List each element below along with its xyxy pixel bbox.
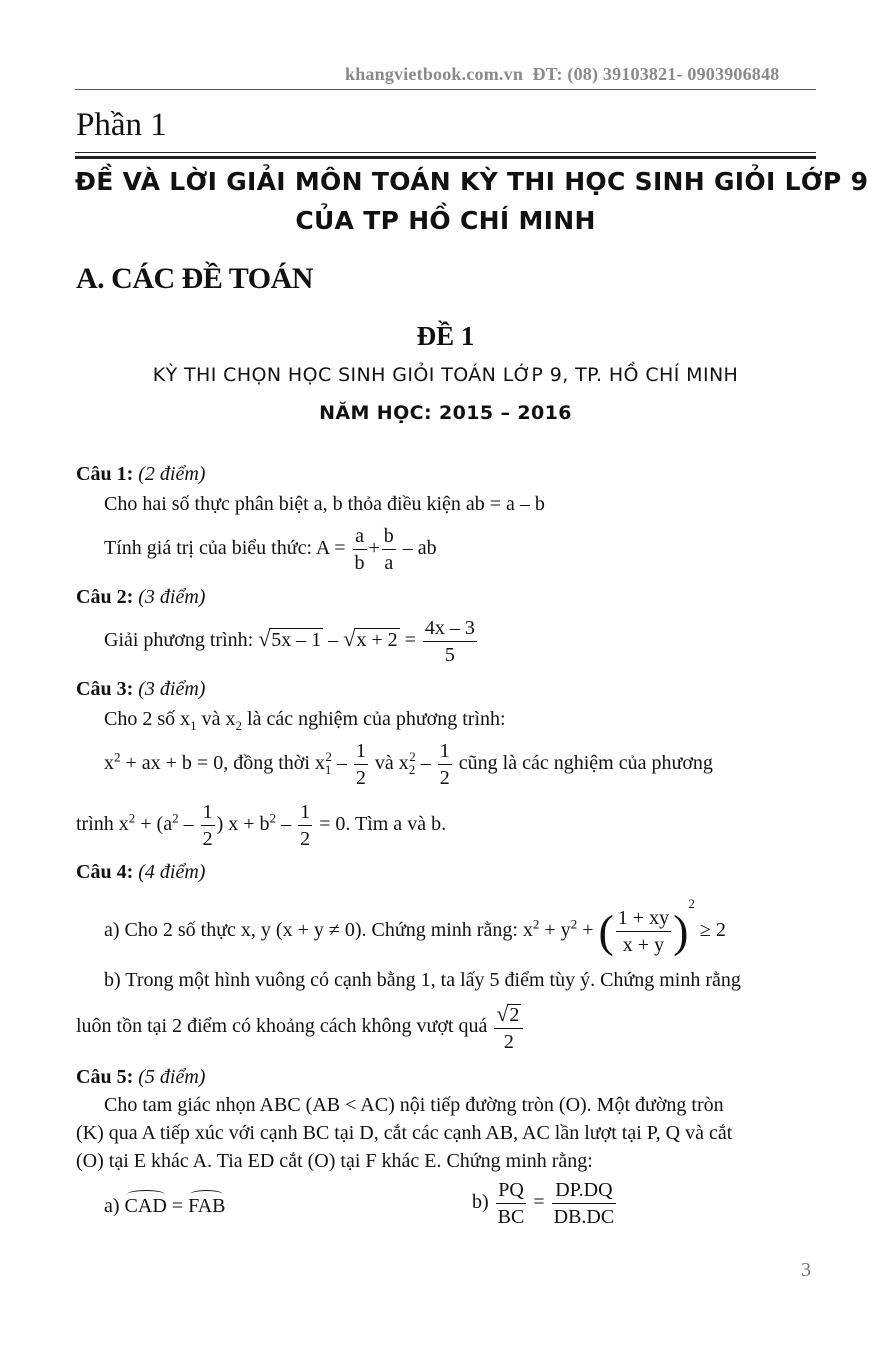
question-5-heading [76, 1066, 205, 1089]
question-points: (2 điểm) [138, 463, 206, 485]
fraction-a-over-b: $\frac{a}{b}$ [354, 525, 365, 574]
question-label: Câu 4: [76, 861, 134, 883]
question-text: b) [472, 1191, 489, 1214]
question-text: = 0. Tìm a và b. [314, 813, 447, 836]
question-text: Cho 2 số x [104, 708, 191, 730]
fraction-b-over-a: $\frac{b}{a}$ [383, 525, 394, 574]
header-rule [75, 89, 816, 90]
question-points: (3 điểm) [138, 586, 206, 608]
question-2-heading [76, 586, 205, 609]
question-text: là các nghiệm của phương trình: [242, 708, 506, 730]
question-4-heading [76, 861, 205, 884]
question-4-part-a: a) Cho 2 số thực x, y (x + y ≠ 0). Chứng minh rằng: $x^2 + y^2$ + ( $\frac{1 + xy}{x + y}$ )$^2$ ≥ 2 [104, 896, 726, 957]
question-text: cũng là các nghiệm của phương [453, 752, 713, 775]
part-rule-thick [75, 156, 816, 159]
question-points: (5 điểm) [138, 1066, 206, 1088]
part-title: Phần 1 [76, 107, 167, 143]
question-text: a) Cho 2 số thực x, y (x + y ≠ 0). Chứng minh rằng: x [104, 919, 533, 941]
question-5-part-a: a) CAD = FAB [104, 1195, 226, 1217]
question-1-line2: Tính giá trị của biểu thức: A = $\frac{a}{b}$ + $\frac{b}{a}$ – ab [104, 525, 437, 574]
question-points: (3 điểm) [138, 678, 206, 700]
header-site: khangvietbook.com.vn [345, 64, 524, 84]
question-5-line3: (O) tại E khác A. Tia ED cắt (O) tại F khác E. Chứng minh rằng: [76, 1150, 593, 1172]
question-3-line1: Cho 2 số $x_1$ và $x_2$ là các nghiệm của phương trình: [104, 708, 506, 733]
exam-name: KỲ THI CHỌN HỌC SINH GIỎI TOÁN LỚP 9, TP. HỒ CHÍ MINH [152, 364, 739, 386]
question-5-part-b: b) $\frac{PQ}{BC}$ = $\frac{DP.DQ}{DB.DC}$ [472, 1179, 615, 1228]
question-text: Giải phương trình: [104, 629, 259, 652]
question-3-line3: trình $x^2 + (a^2$ – $\frac{1}{2}$ ) $x + b^2$ – $\frac{1}{2}$ = 0. Tìm a và b. [76, 801, 447, 850]
fraction-sqrt2-over-2: $\frac{√2}{2}$ [494, 1003, 523, 1052]
question-text: trình x [76, 813, 129, 836]
section-heading: A. CÁC ĐỀ TOÁN [76, 262, 313, 295]
question-1-heading [76, 463, 205, 486]
question-label: Câu 3: [76, 678, 134, 700]
fraction-equation-rhs: $\frac{4x - 3}{5}$ [424, 617, 475, 666]
question-text: + (a [135, 813, 173, 836]
header-phone: ĐT: (08) 39103821- 0903906848 [532, 64, 780, 84]
page-number: 3 [801, 1259, 811, 1281]
question-text: Tính giá trị của biểu thức: A = [104, 537, 351, 560]
question-text: + ax + b = 0, đồng thời [120, 752, 315, 775]
question-4-part-b-line2 [76, 1003, 525, 1052]
question-3-line2: $x^2$ + ax + b = 0, đồng thời $x_1^2$ – $\frac{1}{2}$ và $x_2^2$ – $\frac{1}{2}$ cũng là các nghiệm của phương [104, 740, 713, 789]
question-label: Câu 2: [76, 586, 134, 608]
question-text: a) [104, 1195, 120, 1217]
exam-number: ĐỀ 1 [416, 321, 475, 351]
page-header [345, 64, 779, 85]
question-5-line2: (K) qua A tiếp xúc với cạnh BC tại D, cắt các cạnh AB, AC lần lượt tại P, Q và cắt [76, 1122, 733, 1144]
question-text: ) x + b [216, 813, 270, 836]
question-text: và [369, 752, 399, 775]
question-4-part-b-line1: b) Trong một hình vuông có cạnh bằng 1, ta lấy 5 điểm tùy ý. Chứng minh rằng [104, 969, 741, 991]
question-label: Câu 1: [76, 463, 134, 485]
question-text: và x [196, 708, 236, 730]
question-label: Câu 5: [76, 1066, 134, 1088]
question-text: luôn tồn tại 2 điểm có khoảng cách không vượt quá [76, 1015, 493, 1038]
question-text: – ab [402, 537, 437, 560]
exam-year: NĂM HỌC: 2015 – 2016 [319, 402, 572, 424]
main-title-line2: CỦA TP HỒ CHÍ MINH [295, 206, 596, 235]
question-2-line1: Giải phương trình: √5x – 1 – √x + 2 = $\frac{4x - 3}{5}$ [104, 617, 475, 666]
question-1-line1: Cho hai số thực phân biệt a, b thỏa điều kiện ab = a – b [104, 493, 545, 515]
main-title-line1: ĐỀ VÀ LỜI GIẢI MÔN TOÁN KỲ THI HỌC SINH GIỎI LỚP 9 [75, 167, 869, 196]
part-rule-thin [75, 152, 816, 153]
question-5-line1: Cho tam giác nhọn ABC (AB < AC) nội tiếp đường tròn (O). Một đường tròn [104, 1094, 724, 1116]
question-3-heading [76, 678, 205, 701]
question-points: (4 điểm) [138, 861, 206, 883]
